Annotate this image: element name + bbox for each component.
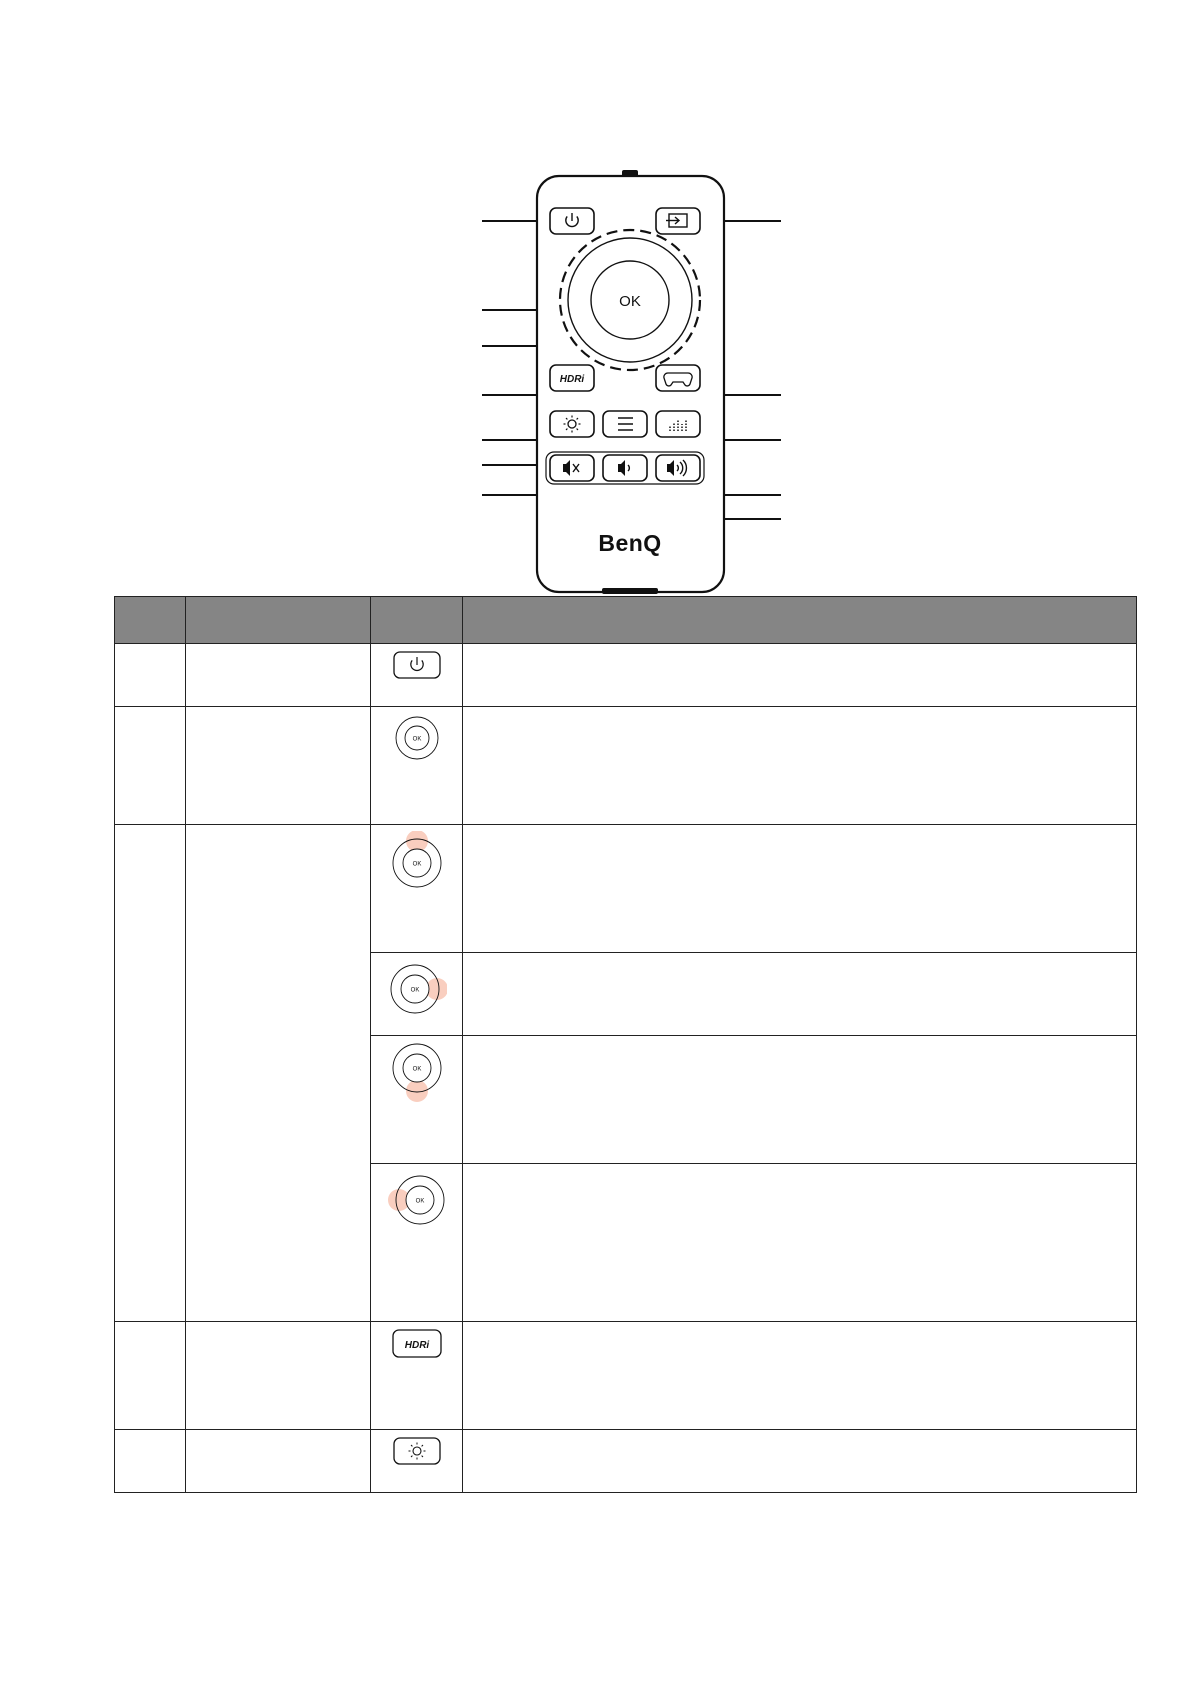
remote-control-illustration <box>460 170 800 600</box>
hdri-label: HDRi <box>559 374 585 385</box>
svg-text:OK: OK <box>412 736 421 743</box>
power-icon <box>392 650 442 680</box>
svg-text:OK: OK <box>410 987 419 994</box>
volume-up-button[interactable] <box>656 455 700 481</box>
ok-label: OK <box>619 293 641 310</box>
header-icon <box>371 597 463 644</box>
header-description <box>463 597 1137 644</box>
audio-mode-button[interactable] <box>656 411 700 437</box>
ok-down-icon <box>387 1042 447 1102</box>
svg-text:HDRi: HDRi <box>404 1340 429 1351</box>
mute-button[interactable] <box>550 455 594 481</box>
ok-icon <box>392 713 442 763</box>
brightness-icon <box>392 1436 442 1466</box>
button-description-table <box>114 596 1137 1493</box>
ok-up-icon <box>387 831 447 891</box>
table-header-row <box>115 597 1137 644</box>
volume-down-button[interactable] <box>603 455 647 481</box>
hdri-button[interactable] <box>550 365 594 391</box>
hdri-icon <box>391 1328 443 1360</box>
table-row <box>115 825 1137 953</box>
power-button[interactable] <box>550 208 594 234</box>
menu-button[interactable] <box>603 411 647 437</box>
svg-text:OK: OK <box>415 1198 424 1205</box>
table-row <box>115 1322 1137 1430</box>
header-name <box>186 597 371 644</box>
svg-text:OK: OK <box>412 1066 421 1073</box>
table-row <box>115 1430 1137 1493</box>
ok-left-icon <box>387 1170 447 1230</box>
brand-logo: BenQ <box>598 530 662 556</box>
table-row <box>115 707 1137 825</box>
game-mode-button[interactable] <box>656 365 700 391</box>
svg-text:OK: OK <box>412 861 421 868</box>
table-row <box>115 644 1137 707</box>
input-button[interactable] <box>656 208 700 234</box>
header-no <box>115 597 186 644</box>
brightness-button[interactable] <box>550 411 594 437</box>
ok-right-icon <box>387 959 447 1019</box>
